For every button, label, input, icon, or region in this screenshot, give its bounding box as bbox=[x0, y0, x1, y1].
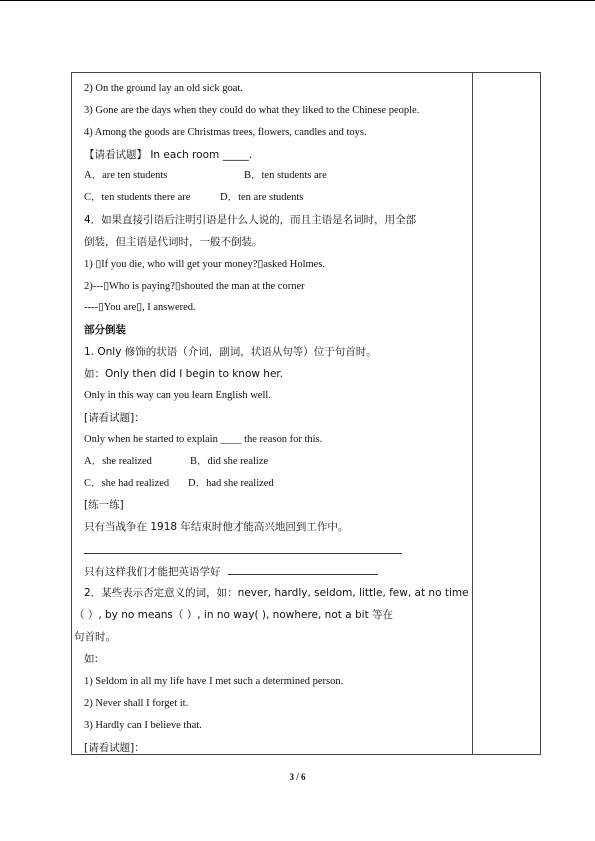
exercise-question: 【请看试题】 In each room _____. bbox=[84, 149, 253, 161]
answer-blank-1 bbox=[84, 543, 402, 559]
rule-negative-words: 2．某些表示否定意义的词，如：never, hardly, seldom, little, few, at no time bbox=[84, 587, 469, 599]
translation-prompt-1: 只有当战争在 1918 年结束时他才能高兴地回到工作中。 bbox=[84, 521, 349, 533]
rule-4-text-cont: 倒装，但主语是代词时，一般不倒装。 bbox=[84, 236, 263, 248]
quote-example-2: 2)---▯Who is paying?▯shouted the man at the corner bbox=[84, 281, 305, 292]
negative-example-2: 2) Never shall I forget it. bbox=[84, 698, 189, 709]
column-divider bbox=[472, 72, 473, 755]
option-c-2: C．she had realized bbox=[84, 478, 170, 489]
exercise-label: [请看试题]： bbox=[84, 412, 145, 424]
rule-4-text: 4．如果直接引语后注明引语是什么人说的，而且主语是名词时，用全部 bbox=[84, 214, 417, 226]
rule-negative-words-cont: （ ）, by no means（ ）, in no way( ), nowhere, not a bit 等在 bbox=[74, 609, 394, 621]
negative-example-3: 3) Hardly can I believe that. bbox=[84, 720, 202, 731]
rule-negative-words-end: 句首时。 bbox=[74, 631, 116, 643]
example-line-3: 3) Gone are the days when they could do what they liked to the Chinese people. bbox=[84, 105, 420, 116]
example-line-4: 4) Among the goods are Christmas trees, flowers, candles and toys. bbox=[84, 127, 367, 138]
negative-example-1: 1) Seldom in all my life have I met such a determined person. bbox=[84, 676, 344, 687]
option-c: C．ten students there are bbox=[84, 192, 191, 203]
translation-prompt-2: 只有这样我们才能把英语学好 bbox=[84, 564, 378, 579]
rule-only: 1. Only 修饰的状语（介词，副词，状语从句等）位于句首时。 bbox=[84, 346, 377, 358]
exercise-question-2: Only when he started to explain ____ the reason for this. bbox=[84, 434, 323, 445]
quote-example-3: ----▯You are▯, I answered. bbox=[84, 302, 196, 313]
exercise-label-2: [请看试题]： bbox=[84, 742, 145, 754]
practice-label: [练一练] bbox=[84, 499, 124, 511]
example-label: 如: bbox=[84, 653, 99, 665]
option-b: B．ten students are bbox=[244, 170, 327, 181]
option-a: A．are ten students bbox=[84, 170, 168, 181]
quote-example-1: 1) ▯If you die, who will get your money?▯asked Holmes. bbox=[84, 259, 326, 270]
top-rule bbox=[0, 0, 595, 1]
option-a-2: A．she realized bbox=[84, 456, 152, 467]
option-b-2: B．did she realize bbox=[190, 456, 269, 467]
example-line-2: 2) On the ground lay an old sick goat. bbox=[84, 83, 243, 94]
option-d-2: D．had she realized bbox=[188, 478, 274, 489]
page-number: 3 / 6 bbox=[289, 772, 306, 782]
section-heading-partial-inversion: 部分倒装 bbox=[84, 324, 126, 336]
only-example-2: Only in this way can you learn English well. bbox=[84, 390, 271, 401]
only-example-1: 如：Only then did I begin to know her. bbox=[84, 368, 284, 380]
option-d: D．ten are students bbox=[220, 192, 304, 203]
